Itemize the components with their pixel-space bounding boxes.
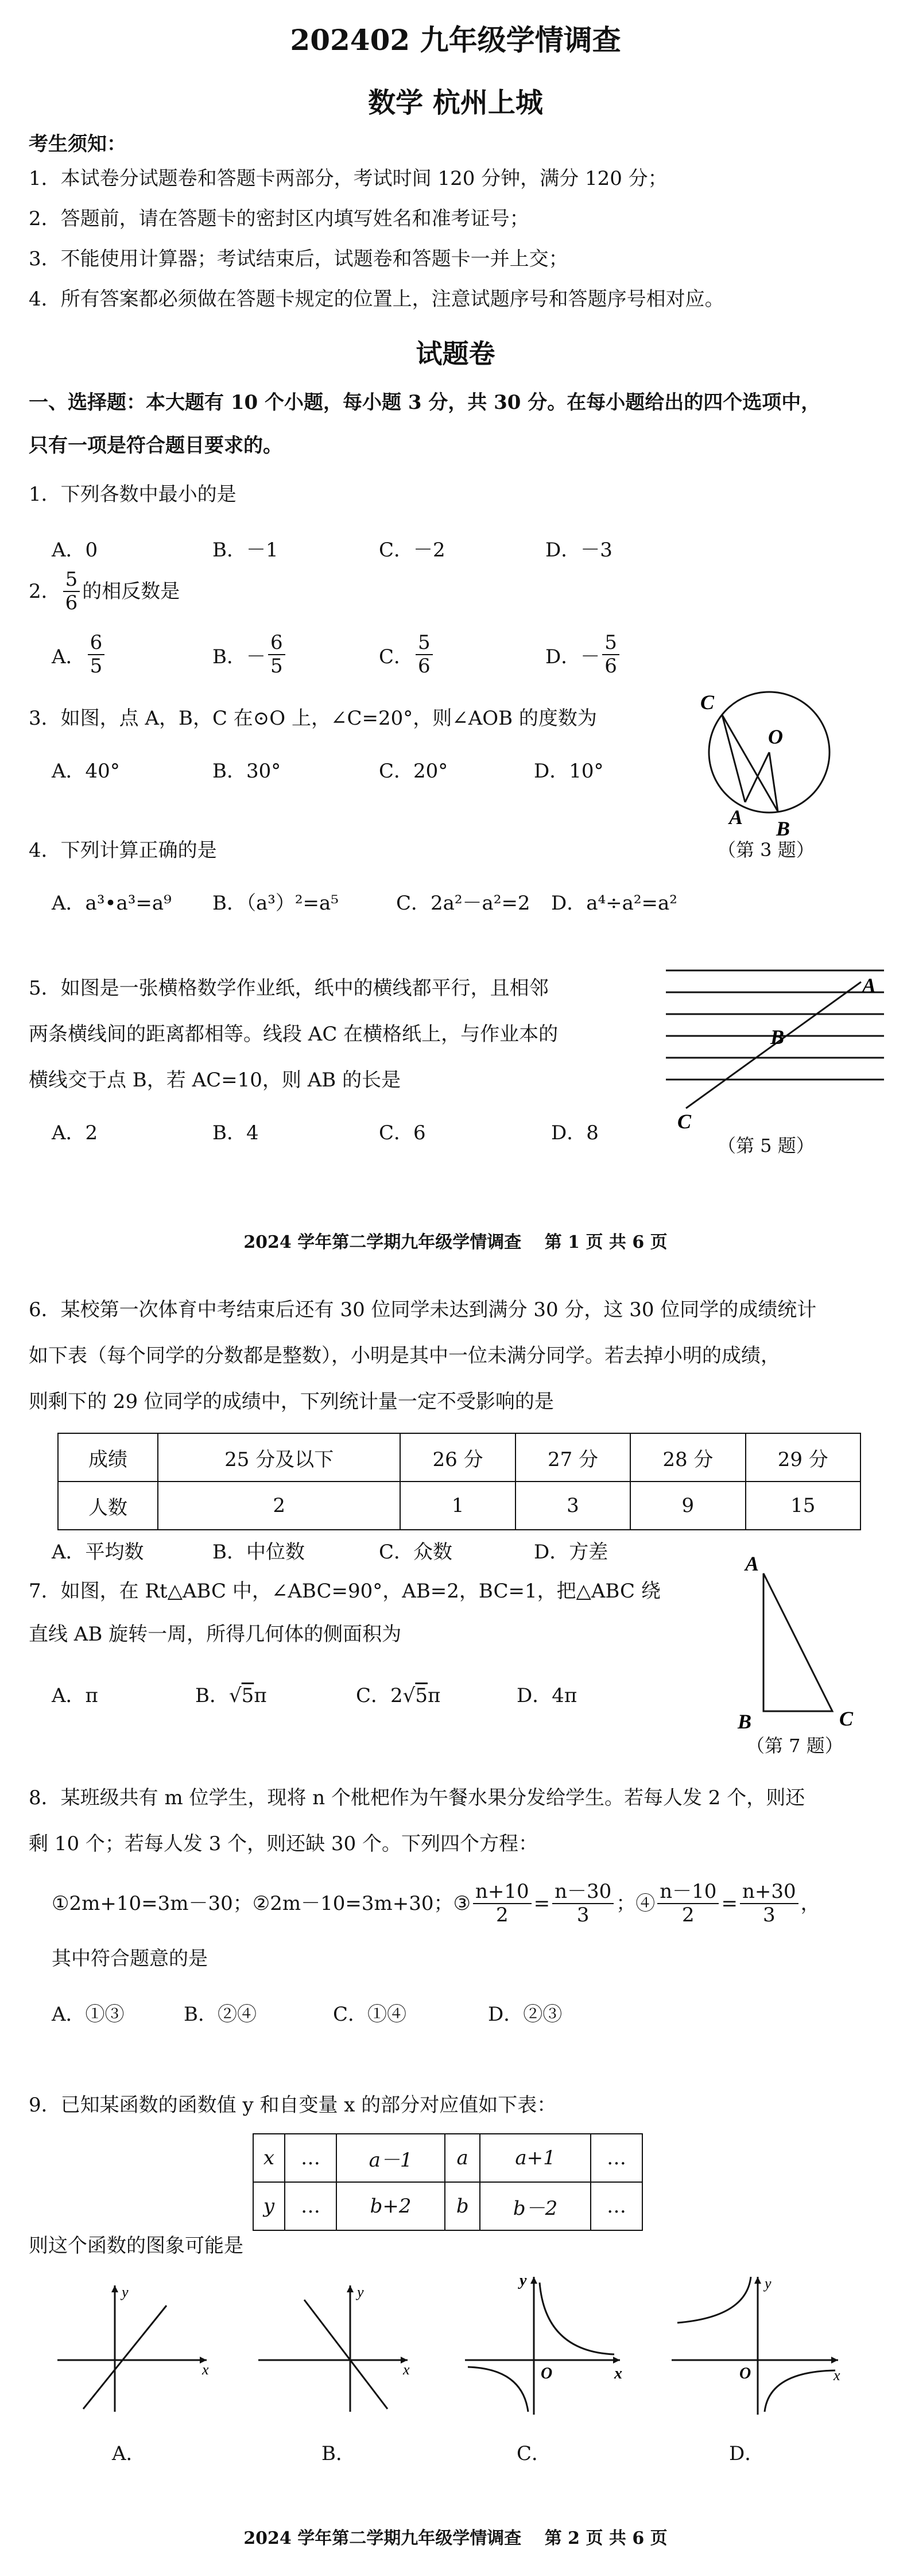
section-heading: 一、选择题：本大题有 10 个小题，每小题 3 分，共 30 分。在每小题给出的四个选项中， <box>29 391 821 414</box>
q5-stem-line: 两条横线间的距离都相等。线段 AC 在横格纸上，与作业本的 <box>29 1023 559 1046</box>
q1-stem: 1．下列各数中最小的是 <box>29 483 237 506</box>
table-cell: x <box>253 2134 285 2182</box>
q7-triangle-figure <box>735 1550 873 1733</box>
y-label: y <box>122 2284 129 2300</box>
table-cell: 29 分 <box>746 1433 860 1482</box>
hyperbola-branch <box>765 2370 835 2412</box>
page-footer: 2024 学年第二学期九年级学情调查 第 1 页 共 6 页 <box>243 1232 668 1252</box>
notice-item: 4．所有答案都必须做在答题卡规定的位置上，注意试题序号和答题序号相对应。 <box>29 288 724 311</box>
table-row <box>253 2182 642 2230</box>
q4-option-d: D．a⁴÷a²=a² <box>551 892 677 915</box>
q6-option-a: A．平均数 <box>52 1541 144 1564</box>
q7-option-c: C．2√5π <box>356 1684 441 1707</box>
q5-stem-line: 5．如图是一张横格数学作业纸，纸中的横线都平行，且相邻 <box>29 977 549 1000</box>
table-cell: b+2 <box>336 2182 445 2230</box>
label-a: A <box>745 1552 759 1575</box>
q5-option-b: B．4 <box>212 1121 259 1144</box>
function-line <box>83 2306 166 2409</box>
x-label: x <box>614 2365 622 2382</box>
notice-item: 3．不能使用计算器；考试结束后，试题卷和答题卡一并上交； <box>29 247 568 270</box>
q5-lined-paper-figure <box>660 965 890 1137</box>
q9-option-c: C． <box>517 2442 552 2465</box>
label-c: C <box>839 1707 854 1730</box>
q6-option-b: B．中位数 <box>212 1541 305 1564</box>
q7-option-b: B．√5π <box>195 1684 267 1707</box>
q8-option-d: D．②③ <box>488 2003 563 2026</box>
triangle-abc <box>763 1573 832 1711</box>
q5-option-a: A．2 <box>52 1121 98 1144</box>
table-cell: 26 分 <box>400 1433 515 1482</box>
table-row <box>58 1482 860 1530</box>
q4-stem: 4．下列计算正确的是 <box>29 839 217 862</box>
q8-option-c: C．①④ <box>333 2003 407 2026</box>
q9-value-table <box>253 2133 643 2231</box>
q9-option-b: B． <box>321 2442 355 2465</box>
table-row <box>253 2134 642 2182</box>
q8-equations: ①2m+10=3m－30；②2m－10=3m+30；③ $\frac{n+10}{2}$ = $\frac{n-30}{3}$ ；④ $\frac{n-10}{2}$ = $\frac{n+30}{3}$ ， <box>52 1879 820 1927</box>
q8-stem-line: 剩 10 个；若每人发 3 个，则还缺 30 个。下列四个方程： <box>29 1832 538 1855</box>
table-cell: y <box>253 2182 285 2230</box>
label-c: C <box>677 1110 692 1133</box>
q8-option-b: B．②④ <box>184 2003 257 2026</box>
function-line <box>304 2300 387 2409</box>
table-cell: 人数 <box>58 1482 158 1530</box>
q2-stem: 2． $\frac{5}{6}$ 的相反数是 <box>29 568 180 615</box>
table-cell: a+1 <box>480 2134 591 2182</box>
hyperbola-branch <box>677 2277 751 2323</box>
q3-option-c: C．20° <box>379 760 448 783</box>
segment-ca <box>722 715 745 802</box>
q5-stem-line: 横线交于点 B，若 AC=10，则 AB 的长是 <box>29 1069 401 1092</box>
y-arrow <box>754 2277 761 2284</box>
q9-stem: 9．已知某函数的函数值 y 和自变量 x 的部分对应值如下表： <box>29 2094 557 2117</box>
q3-option-d: D．10° <box>534 760 604 783</box>
hyperbola-branch <box>468 2367 528 2412</box>
y-arrow <box>347 2285 354 2292</box>
q9-graph-b <box>253 2274 419 2423</box>
exam-subtitle: 数学 杭州上城 <box>368 87 543 119</box>
x-arrow <box>613 2357 620 2364</box>
q2-option-d: D．－ $\frac{5}{6}$ <box>545 632 622 678</box>
y-label: y <box>520 2272 527 2289</box>
label-a: A <box>729 806 743 829</box>
q9-option-a: A． <box>112 2442 146 2465</box>
table-cell: 1 <box>400 1482 515 1530</box>
notice-item: 1．本试卷分试题卷和答题卡两部分，考试时间 120 分钟，满分 120 分； <box>29 167 668 190</box>
table-cell: … <box>285 2134 336 2182</box>
q3-circle-figure <box>683 666 850 838</box>
table-cell: 9 <box>630 1482 745 1530</box>
q7-option-d: D．4π <box>517 1684 577 1707</box>
origin-label: O <box>739 2365 751 2382</box>
table-cell: b <box>445 2182 480 2230</box>
q3-caption: （第 3 题） <box>718 839 815 861</box>
q9-graph-d <box>666 2268 850 2423</box>
q8-option-a: A．①③ <box>52 2003 125 2026</box>
x-label: x <box>403 2361 410 2378</box>
q1-option-b: B．－1 <box>212 539 278 562</box>
notice-item: 2．答题前，请在答题卡的密封区内填写姓名和准考证号； <box>29 207 529 230</box>
table-cell: 27 分 <box>515 1433 630 1482</box>
table-cell: 成绩 <box>58 1433 158 1482</box>
q3-stem: 3．如图，点 A，B，C 在⊙O 上，∠C=20°，则∠AOB 的度数为 <box>29 707 597 730</box>
table-cell: 28 分 <box>630 1433 745 1482</box>
q1-option-a: A．0 <box>52 539 98 562</box>
table-row <box>58 1433 860 1482</box>
q6-score-table <box>57 1433 861 1530</box>
table-cell: 3 <box>515 1482 630 1530</box>
q4-option-a: A．a³•a³=a⁹ <box>52 892 172 915</box>
q7-stem-line: 直线 AB 旋转一周，所得几何体的侧面积为 <box>29 1623 402 1646</box>
table-cell: b－2 <box>480 2182 591 2230</box>
table-cell: a－1 <box>336 2134 445 2182</box>
q1-option-d: D．－3 <box>545 539 612 562</box>
q4-option-c: C．2a²－a²=2 <box>396 892 530 915</box>
q5-option-c: C．6 <box>379 1121 426 1144</box>
q5-caption: （第 5 题） <box>718 1135 815 1157</box>
origin-label: O <box>541 2365 553 2382</box>
hyperbola-branch <box>540 2283 614 2354</box>
table-cell: 15 <box>746 1482 860 1530</box>
q7-caption: （第 7 题） <box>746 1735 843 1757</box>
table-cell: 2 <box>158 1482 400 1530</box>
q6-stem-line: 6．某校第一次体育中考结束后还有 30 位同学未达到满分 30 分，这 30 位同学的成绩统计 <box>29 1298 817 1321</box>
x-arrow <box>831 2357 838 2364</box>
label-a: A <box>862 974 877 997</box>
table-cell: … <box>285 2182 336 2230</box>
label-b: B <box>770 1026 785 1049</box>
q8-stem-line: 其中符合题意的是 <box>52 1947 208 1970</box>
q9-stem-line: 则这个函数的图象可能是 <box>29 2234 243 2257</box>
q6-stem-line: 如下表（每个同学的分数都是整数），小明是其中一位未满分同学。若去掉小明的成绩， <box>29 1344 780 1367</box>
x-label: x <box>834 2367 840 2384</box>
q6-option-c: C．众数 <box>379 1541 453 1564</box>
q1-option-c: C．－2 <box>379 539 445 562</box>
table-cell: 25 分及以下 <box>158 1433 400 1482</box>
table-cell: … <box>591 2134 642 2182</box>
q2-option-a: A． $\frac{6}{5}$ <box>52 632 107 678</box>
q6-option-d: D．方差 <box>534 1541 608 1564</box>
table-cell: … <box>591 2182 642 2230</box>
label-b: B <box>776 817 790 840</box>
label-b: B <box>738 1710 752 1733</box>
q5-option-d: D．8 <box>551 1121 599 1144</box>
paper-title: 试题卷 <box>416 338 495 369</box>
section-heading: 只有一项是符合题目要求的。 <box>29 434 282 457</box>
q4-option-b: B．（a³）²=a⁵ <box>212 892 339 915</box>
notice-title: 考生须知： <box>29 133 126 156</box>
q3-option-a: A．40° <box>52 760 120 783</box>
q9-option-d: D． <box>729 2442 765 2465</box>
q3-option-b: B．30° <box>212 760 281 783</box>
q7-option-a: A．π <box>52 1684 98 1707</box>
exam-title: 202402 九年级学情调查 <box>290 23 621 57</box>
q2-option-c: C． $\frac{5}{6}$ <box>379 632 435 678</box>
label-c: C <box>700 691 715 714</box>
table-cell: a <box>445 2134 480 2182</box>
label-o: O <box>768 725 783 748</box>
q2-option-b: B．－ $\frac{6}{5}$ <box>212 632 288 678</box>
y-label: y <box>765 2275 772 2292</box>
q9-graph-a <box>52 2274 218 2423</box>
q9-graph-c <box>459 2268 631 2423</box>
q7-stem-line: 7．如图，在 Rt△ABC 中，∠ABC=90°，AB=2，BC=1，把△ABC 绕 <box>29 1580 661 1603</box>
y-label: y <box>357 2284 364 2300</box>
y-arrow <box>530 2277 537 2284</box>
q6-stem-line: 则剩下的 29 位同学的成绩中，下列统计量一定不受影响的是 <box>29 1390 554 1413</box>
x-label: x <box>202 2361 209 2378</box>
q8-stem-line: 8．某班级共有 m 位学生，现将 n 个枇杷作为午餐水果分发给学生。若每人发 2 个，则还 <box>29 1786 805 1809</box>
y-arrow <box>111 2285 118 2292</box>
page-footer: 2024 学年第二学期九年级学情调查 第 2 页 共 6 页 <box>243 2528 668 2548</box>
